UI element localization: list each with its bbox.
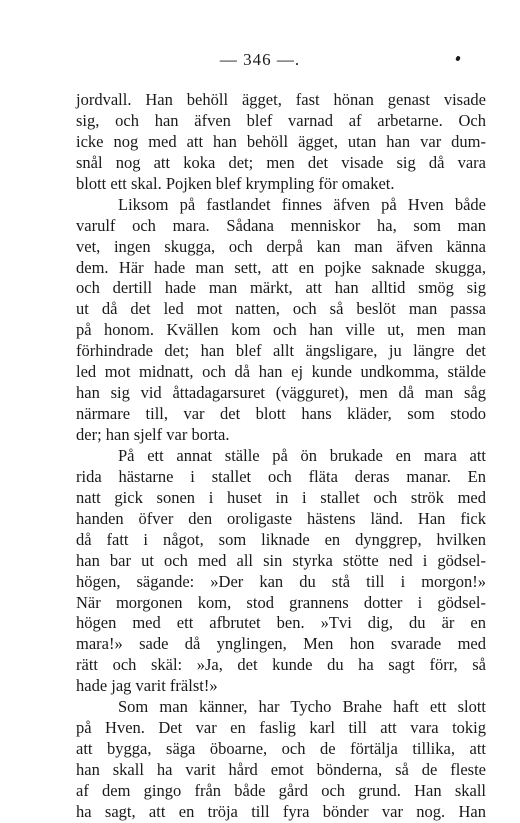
text-line: jordvall. Han behöll ägget, fast hönan genast visade xyxy=(76,90,486,109)
text-line: att bygga, säga öboarne, och de förtälja tillika, att xyxy=(76,739,486,759)
text-line: blott ett skal. Pojken blef krympling för omaket. xyxy=(76,173,395,193)
text-line: närmare till, var det blott hans kläder, som stodo xyxy=(76,404,486,424)
text-line: hade jag varit frälst!» xyxy=(76,676,218,696)
text-line: högen, sägande: »Der kan du stå till i morgon!» xyxy=(76,571,486,591)
text-line: mara!» sade då ynglingen, Men hon svarade med xyxy=(76,634,486,654)
text-line: då fatt i något, som liknade en dynggrep, hvilken xyxy=(76,529,486,549)
text-line: Som man känner, har Tycho Brahe haft ett slott xyxy=(118,697,486,717)
text-line: förhindrade det; han blef allt ängsligare, ju längre det xyxy=(76,341,486,361)
text-line: dem. Här hade man sett, att en pojke saknade skugga, xyxy=(76,257,486,277)
text-line: högen med ett afbrutet ben. »Tvi dig, du är en xyxy=(76,613,486,633)
text-line: handen öfver den oroligaste hästens länd. Han fick xyxy=(76,508,486,528)
text-line: Liksom på fastlandet finnes äfven på Hven både xyxy=(118,194,486,214)
text-line: ha sagt, att en tröja till fyra bönder var nog. Han xyxy=(76,801,486,821)
text-line: af dem gingo från både gård och grund. Han skall xyxy=(76,780,486,800)
text-line: På ett annat ställe på ön brukade en mara att xyxy=(118,445,486,465)
text-line: varulf och mara. Sådana menniskor ha, som man xyxy=(76,215,486,235)
text-line: på honom. Kvällen kom och han ville ut, men man xyxy=(76,320,486,340)
text-line: När morgonen kom, stod grannens dotter i gödsel- xyxy=(76,592,486,612)
text-line: på Hven. Det var en faslig karl till att vara tokig xyxy=(76,718,486,738)
text-line: ut då det led mot natten, och så beslöt man passa xyxy=(76,299,486,319)
body-text xyxy=(76,90,486,823)
text-line: han skall ha varit hård emot bönderna, så de fleste xyxy=(76,760,486,779)
text-line: der; han sjelf var borta. xyxy=(76,425,230,444)
text-line: vet, ingen skugga, och derpå kan man äfven känna xyxy=(76,236,486,256)
text-line: rätt och skäl: »Ja, det kunde du ha sagt förr, så xyxy=(76,655,486,675)
text-line: natt gick sonen i huset in i stallet och strök med xyxy=(76,487,486,507)
text-line: han sig vid åttadagarsuret (vägguret), men då man såg xyxy=(76,383,486,403)
text-line: snål nog att koka det; men det visade sig då vara xyxy=(76,152,486,172)
text-line: sig, och han äfven blef varnad af arbetarne. Och xyxy=(76,110,486,130)
text-line: led mot midnatt, och då han ej kunde undkomma, stälde xyxy=(76,362,486,382)
page-number: — 346 —. xyxy=(219,50,301,69)
text-line: rida hästarne i stallet och fläta deras manar. En xyxy=(76,466,486,486)
text-line: han bar ut och med all sin styrka stötte ned i gödsel- xyxy=(76,550,486,570)
text-line: och dertill hade man märkt, att han alltid smög sig xyxy=(76,278,486,298)
text-line: icke nog med att han behöll ägget, utan han var dum- xyxy=(76,131,486,151)
